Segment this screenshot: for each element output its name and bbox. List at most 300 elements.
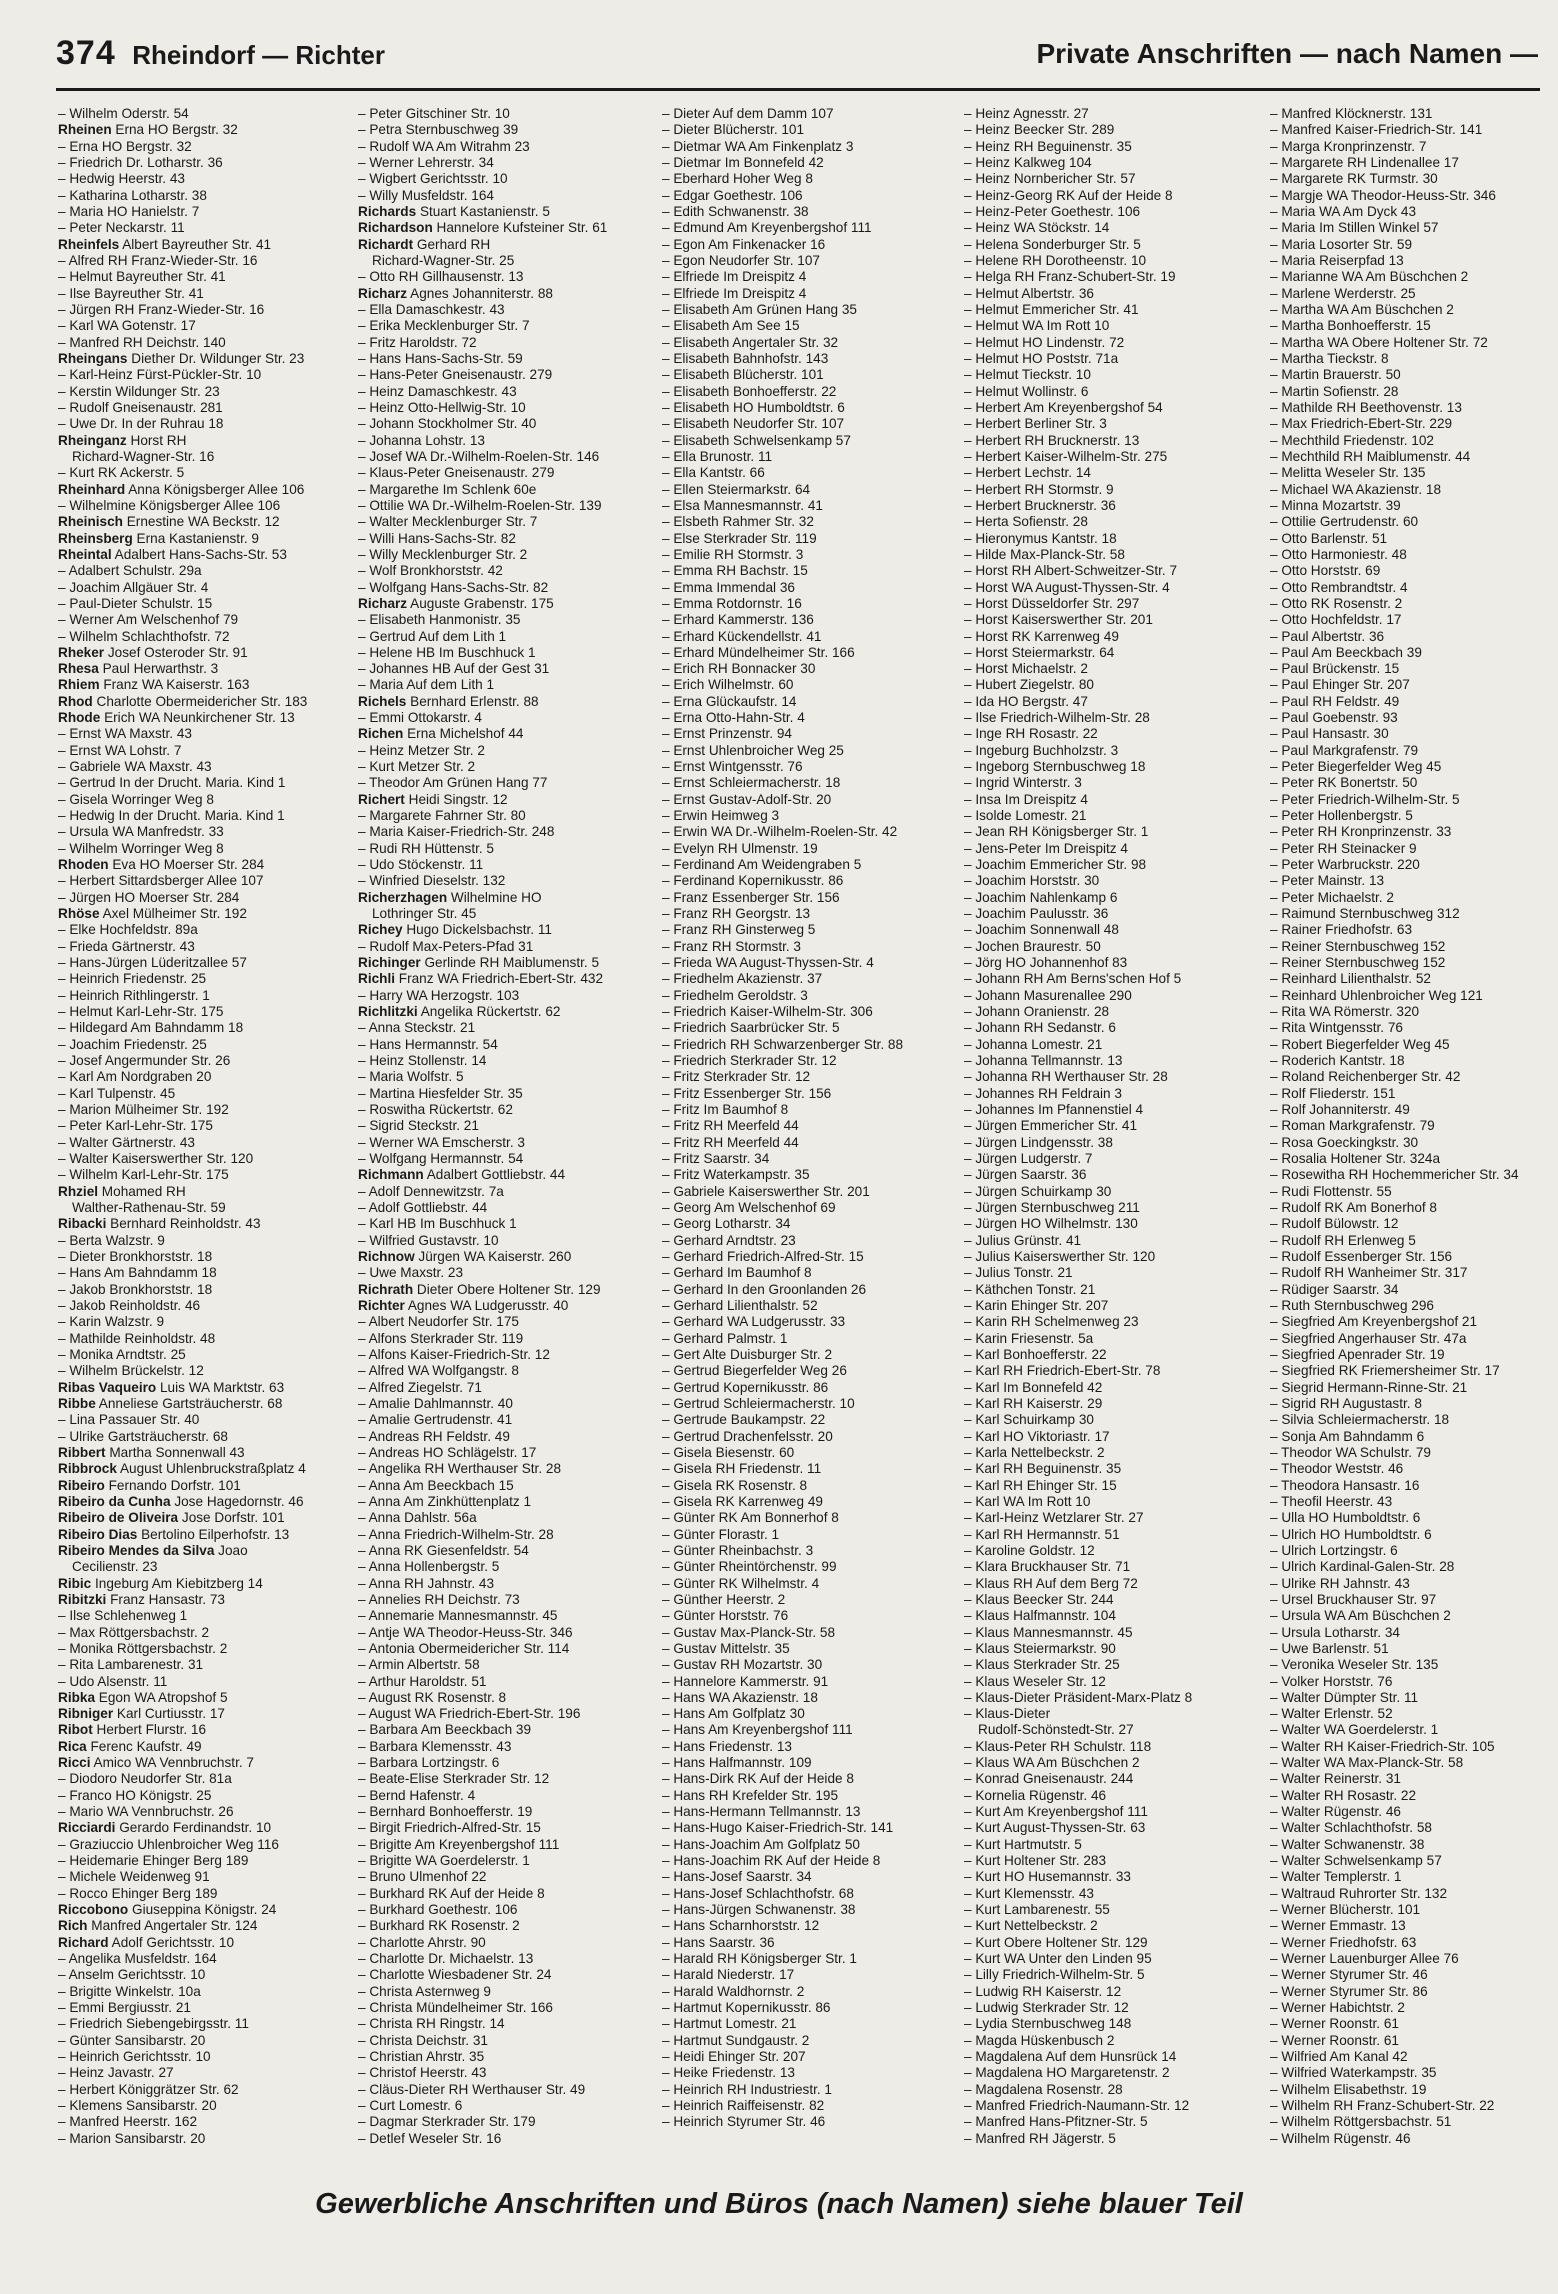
- directory-entry: – Elisabeth Blücherstr. 101: [662, 367, 824, 383]
- directory-entry: – Ulrich Kardinal-Galen-Str. 28: [1270, 1559, 1455, 1575]
- directory-entry: Richels Bernhard Erlenstr. 88: [358, 693, 539, 709]
- directory-entry: – Ingrid Winterstr. 3: [964, 775, 1082, 791]
- directory-entry: – Elsbeth Rahmer Str. 32: [662, 514, 814, 530]
- directory-entry: – Erich RH Bonnacker 30: [662, 661, 816, 677]
- directory-entry: Rheinen Erna HO Bergstr. 32: [58, 122, 238, 138]
- directory-entry: – Gertrud In der Drucht. Maria. Kind 1: [58, 775, 286, 791]
- directory-entry: – Hans Scharnhorststr. 12: [662, 1918, 820, 1934]
- surname: Ribbert: [58, 1444, 106, 1460]
- directory-entry: – Jürgen Sternbuschweg 211: [964, 1199, 1140, 1215]
- directory-entry: – Martha Bonhoefferstr. 15: [1270, 318, 1431, 334]
- directory-entry: Ribeiro Fernando Dorfstr. 101: [58, 1477, 241, 1493]
- directory-entry: – Johann RH Am Berns'schen Hof 5: [964, 971, 1182, 987]
- directory-entry: – Otto Hochfeldstr. 17: [1270, 612, 1402, 628]
- directory-entry: Richnow Jürgen WA Kaiserstr. 260: [358, 1248, 572, 1264]
- directory-entry: – Ludwig RH Kaiserstr. 12: [964, 1983, 1122, 1999]
- directory-entry: – Marga Kronprinzenstr. 7: [1270, 138, 1427, 154]
- surname: Rhziel: [58, 1183, 99, 1199]
- surname: Rheinfels: [58, 236, 120, 252]
- directory-entry: – Gisela Worringer Weg 8: [58, 791, 214, 807]
- directory-entry: – Heinz Otto-Hellwig-Str. 10: [358, 399, 526, 415]
- directory-entry: – Werner Styrumer Str. 86: [1270, 1983, 1428, 1999]
- directory-entry: – Rudolf Bülowstr. 12: [1270, 1216, 1399, 1232]
- directory-entry: – Dieter Blücherstr. 101: [662, 122, 805, 138]
- directory-entry: – Wilhelm Karl-Lehr-Str. 175: [58, 1167, 229, 1183]
- directory-entry: – Franz RH Ginsterweg 5: [662, 922, 816, 938]
- directory-entry: – Max Friedrich-Ebert-Str. 229: [1270, 416, 1453, 432]
- surname: Ribbe: [58, 1395, 96, 1411]
- directory-entry: – Monika Arndtstr. 25: [58, 1346, 186, 1362]
- directory-entry: – Heinrich Friedenstr. 25: [58, 971, 207, 987]
- directory-entry: – Roman Markgrafenstr. 79: [1270, 1118, 1435, 1134]
- directory-entry: – Kurt Am Kreyenbergshof 111: [964, 1804, 1148, 1820]
- directory-entry: Rheintal Adalbert Hans-Sachs-Str. 53: [58, 546, 287, 562]
- directory-entry: – Elisabeth Bahnhofstr. 143: [662, 350, 829, 366]
- column-1: [58, 106, 354, 2147]
- directory-entry: – Edgar Goethestr. 106: [662, 187, 803, 203]
- directory-entry: Richlitzki Angelika Rückertstr. 62: [358, 1004, 561, 1020]
- directory-entry: – Willy Musfeldstr. 164: [358, 187, 494, 203]
- directory-entry: – Jürgen Schuirkamp 30: [964, 1183, 1112, 1199]
- directory-entry: – Joachim Paulusstr. 36: [964, 906, 1109, 922]
- directory-entry: – Werner Friedhofstr. 63: [1270, 1934, 1417, 1950]
- directory-entry: – Klara Bruckhauser Str. 71: [964, 1559, 1131, 1575]
- directory-entry: – Hans-Jürgen Lüderitzallee 57: [58, 955, 247, 971]
- directory-entry: – Klaus Weseler Str. 12: [964, 1673, 1106, 1689]
- directory-entry: – Paul Hansastr. 30: [1270, 726, 1389, 742]
- directory-entry: – Ella Kantstr. 66: [662, 465, 765, 481]
- directory-entry: – Helga RH Franz-Schubert-Str. 19: [964, 269, 1176, 285]
- directory-entry: – Mario WA Vennbruchstr. 26: [58, 1804, 234, 1820]
- surname: Rhöse: [58, 906, 100, 922]
- directory-entry: – Barbara Am Beeckbach 39: [358, 1722, 532, 1738]
- directory-entry: – Georg Lotharstr. 34: [662, 1216, 791, 1232]
- directory-entry: – Rudolf RK Am Bonerhof 8: [1270, 1199, 1437, 1215]
- directory-entry: – Manfred Kaiser-Friedrich-Str. 141: [1270, 122, 1483, 138]
- directory-entry: – Fritz Im Baumhof 8: [662, 1102, 789, 1118]
- directory-entry: – Paul RH Feldstr. 49: [1270, 693, 1400, 709]
- directory-entry: – Uwe Barlenstr. 51: [1270, 1640, 1389, 1656]
- directory-entry: – Hans-Josef Saarstr. 34: [662, 1869, 812, 1885]
- directory-entry: – Peter Michaelstr. 2: [1270, 889, 1394, 905]
- directory-entry: – Karl Tulpenstr. 45: [58, 1085, 176, 1101]
- surname: Ribeiro Dias: [58, 1526, 138, 1542]
- surname: Richardt: [358, 236, 414, 252]
- directory-entry: – Günter Sansibarstr. 20: [58, 2032, 206, 2048]
- directory-entry: – Helmut WA Im Rott 10: [964, 318, 1110, 334]
- directory-entry: – Heinz-Peter Goethestr. 106: [964, 203, 1141, 219]
- directory-entry: – Rudolf RH Wanheimer Str. 317: [1270, 1265, 1468, 1281]
- directory-entry: Richen Erna Michelshof 44: [358, 726, 524, 742]
- directory-entry: – Theodor WA Schulstr. 79: [1270, 1444, 1431, 1460]
- directory-entry: – Elisabeth HO Humboldtstr. 6: [662, 399, 845, 415]
- page-number: 374: [56, 34, 116, 72]
- directory-entry: – Herbert Brucknerstr. 36: [964, 497, 1116, 513]
- directory-entry: – Helmut HO Poststr. 71a: [964, 350, 1119, 366]
- directory-entry: Ribot Herbert Flurstr. 16: [58, 1722, 207, 1738]
- directory-entry: – Peter Biegerfelder Weg 45: [1270, 759, 1442, 775]
- directory-entry: – Walter Schwanenstr. 38: [1270, 1836, 1425, 1852]
- directory-entry: – Horst WA August-Thyssen-Str. 4: [964, 579, 1170, 595]
- directory-entry: – Egon Am Finkenacker 16: [662, 236, 826, 252]
- directory-entry: – Karl HB Im Buschhuck 1: [358, 1216, 517, 1232]
- directory-entry: – Sonja Am Bahndamm 6: [1270, 1428, 1425, 1444]
- directory-entry: – Fritz RH Meerfeld 44: [662, 1134, 799, 1150]
- directory-entry: – Karin Ehinger Str. 207: [964, 1297, 1109, 1313]
- directory-entry: – Josef Angermunder Str. 26: [58, 1053, 231, 1069]
- directory-entry: – Hans-Hermann Tellmannstr. 13: [662, 1804, 861, 1820]
- surname: Richen: [358, 726, 404, 742]
- directory-entry: – Jochen Braurestr. 50: [964, 938, 1101, 954]
- directory-entry: – Minna Mozartstr. 39: [1270, 497, 1401, 513]
- directory-entry: Richerzhagen Wilhelmine HO: [358, 889, 542, 905]
- directory-entry: – Walter Templerstr. 1: [1270, 1869, 1402, 1885]
- directory-entry: – Horst RH Albert-Schweitzer-Str. 7: [964, 563, 1178, 579]
- directory-entry: – Inge RH Rosastr. 22: [964, 726, 1098, 742]
- directory-entry: – Johanna Lohstr. 13: [358, 432, 485, 448]
- directory-entry: – Erich Wilhelmstr. 60: [662, 677, 794, 693]
- directory-entry: – Siegfried Apenrader Str. 19: [1270, 1346, 1445, 1362]
- directory-entry: – Erwin WA Dr.-Wilhelm-Roelen-Str. 42: [662, 824, 898, 840]
- directory-entry: – Peter Gitschiner Str. 10: [358, 106, 510, 121]
- directory-entry: – Hartmut Kopernikusstr. 86: [662, 2000, 831, 2016]
- directory-entry: – Anna RK Giesenfeldstr. 54: [358, 1542, 529, 1558]
- directory-entry: – Klaus Steiermarkstr. 90: [964, 1640, 1116, 1656]
- directory-entry: Rheinsberg Erna Kastanienstr. 9: [58, 530, 259, 546]
- directory-entry: – Gertrud Schleiermacherstr. 10: [662, 1395, 855, 1411]
- directory-entry: – Gerhard Friedrich-Alfred-Str. 15: [662, 1248, 864, 1264]
- directory-entry: – Hans-Jürgen Schwanenstr. 38: [662, 1902, 856, 1918]
- directory-entry: – Roderich Kantstr. 18: [1270, 1053, 1405, 1069]
- directory-entry: – Ilse Friedrich-Wilhelm-Str. 28: [964, 710, 1150, 726]
- directory-entry: – Emmi Bergiusstr. 21: [58, 2000, 191, 2016]
- surname: Ribeiro de Oliveira: [58, 1510, 179, 1526]
- directory-entry: – Kurt Hartmutstr. 5: [964, 1836, 1082, 1852]
- directory-entry: – Karl Schuirkamp 30: [964, 1412, 1094, 1428]
- surname: Ricciardi: [58, 1820, 116, 1836]
- directory-entry: – Hans Am Kreyenbergshof 111: [662, 1722, 853, 1738]
- directory-entry: – Jürgen HO Moerser Str. 284: [58, 889, 240, 905]
- surname: Ribacki: [58, 1216, 107, 1232]
- directory-entry: – Harald Waldhornstr. 2: [662, 1983, 805, 1999]
- directory-entry: – Margarete RK Turmstr. 30: [1270, 171, 1438, 187]
- directory-entry: Rhziel Mohamed RH: [58, 1183, 186, 1199]
- directory-entry: – Harald Niederstr. 17: [662, 1967, 795, 1983]
- directory-entry: – Karl-Heinz Wetzlarer Str. 27: [964, 1510, 1144, 1526]
- directory-entry: – Margje WA Theodor-Heuss-Str. 346: [1270, 187, 1496, 203]
- directory-entry: – Mathilde RH Beethovenstr. 13: [1270, 399, 1462, 415]
- directory-entry: – Hans Friedenstr. 13: [662, 1738, 792, 1754]
- directory-entry: – Werner Emmastr. 13: [1270, 1918, 1406, 1934]
- directory-entry: – Anna Am Zinkhüttenplatz 1: [358, 1493, 532, 1509]
- directory-entry: – Hans-Joachim RK Auf der Heide 8: [662, 1853, 881, 1869]
- section-title: Private Anschriften — nach Namen —: [1036, 38, 1538, 69]
- directory-entry: – Harald RH Königsberger Str. 1: [662, 1951, 857, 1967]
- directory-entry: Richmann Adalbert Gottliebstr. 44: [358, 1167, 566, 1183]
- directory-entry: – Rudolf RH Erlenweg 5: [1270, 1232, 1416, 1248]
- footer-note: Gewerbliche Anschriften und Büros (nach Namen) siehe blauer Teil: [315, 2188, 1243, 2220]
- surname: Richards: [358, 203, 417, 219]
- directory-entry: – Veronika Weseler Str. 135: [1270, 1657, 1439, 1673]
- directory-entry: – Heinz-Georg RK Auf der Heide 8: [964, 187, 1173, 203]
- directory-entry: – Gustav Mittelstr. 35: [662, 1640, 790, 1656]
- directory-entry: – Franz Essenberger Str. 156: [662, 889, 840, 905]
- directory-entry: – Manfred Friedrich-Naumann-Str. 12: [964, 2098, 1190, 2114]
- directory-entry: – Wilfried Am Kanal 42: [1270, 2049, 1408, 2065]
- directory-entry: – Heinz WA Stöckstr. 14: [964, 220, 1110, 236]
- directory-entry: – Brigitte Winkelstr. 10a: [58, 1983, 201, 1999]
- directory-entry: – Ernst Gustav-Adolf-Str. 20: [662, 791, 832, 807]
- directory-entry: – Hedwig In der Drucht. Maria. Kind 1: [58, 808, 285, 824]
- directory-entry: – Hans Am Golfplatz 30: [662, 1706, 805, 1722]
- directory-entry: – Charlotte Dr. Michaelstr. 13: [358, 1951, 534, 1967]
- directory-entry: Rheingans Diether Dr. Wildunger Str. 23: [58, 350, 305, 366]
- directory-entry: – Joachim Allgäuer Str. 4: [58, 579, 209, 595]
- directory-entry: – Friedrich Saarbrücker Str. 5: [662, 1020, 840, 1036]
- directory-entry: – Siegrid Hermann-Rinne-Str. 21: [1270, 1379, 1468, 1395]
- directory-entry: – Ilse Bayreuther Str. 41: [58, 285, 204, 301]
- directory-entry: – Charlotte Ahrstr. 90: [358, 1934, 486, 1950]
- directory-entry: – Ilse Schlehenweg 1: [58, 1608, 188, 1624]
- directory-entry: – Horst Michaelstr. 2: [964, 661, 1088, 677]
- directory-entry: – Alfred RH Franz-Wieder-Str. 16: [58, 252, 258, 268]
- directory-entry: – Herbert Lechstr. 14: [964, 465, 1091, 481]
- directory-entry: – Joachim Emmericher Str. 98: [964, 857, 1147, 873]
- directory-entry: – Arthur Haroldstr. 51: [358, 1673, 487, 1689]
- surname: Ribbrock: [58, 1461, 117, 1477]
- directory-entry: – Elisabeth Bonhoefferstr. 22: [662, 383, 837, 399]
- directory-entry: – Siegfried RK Friemersheimer Str. 17: [1270, 1363, 1500, 1379]
- directory-entry: – Anna Dahlstr. 56a: [358, 1510, 477, 1526]
- surname: Richmann: [358, 1167, 424, 1183]
- directory-entry: – Otto Barlenstr. 51: [1270, 530, 1388, 546]
- directory-entry: – Fritz RH Meerfeld 44: [662, 1118, 799, 1134]
- directory-entry: – Heinz Nornbericher Str. 57: [964, 171, 1136, 187]
- directory-entry: Rhöse Axel Mülheimer Str. 192: [58, 906, 247, 922]
- directory-entry: – Manfred RH Jägerstr. 5: [964, 2130, 1116, 2146]
- directory-entry: – Siegfried Am Kreyenbergshof 21: [1270, 1314, 1478, 1330]
- directory-entry: Ribeiro de Oliveira Jose Dorfstr. 101: [58, 1510, 285, 1526]
- directory-entry: – Herbert Am Kreyenbergshof 54: [964, 399, 1163, 415]
- directory-entry: – Klaus-Peter RH Schulstr. 118: [964, 1738, 1152, 1754]
- directory-entry: – Karl RH Kaiserstr. 29: [964, 1395, 1103, 1411]
- directory-entry: – Werner Habichtstr. 2: [1270, 2000, 1405, 2016]
- directory-entry: – Ernst Prinzenstr. 94: [662, 726, 792, 742]
- directory-entry: – Elisabeth Neudorfer Str. 107: [662, 416, 845, 432]
- directory-entry: – Christa Mündelheimer Str. 166: [358, 2000, 553, 2016]
- directory-entry: Richter Agnes WA Ludgerusstr. 40: [358, 1297, 569, 1313]
- directory-entry: – Kerstin Wildunger Str. 23: [58, 383, 220, 399]
- directory-entry: – Helmut HO Lindenstr. 72: [964, 334, 1125, 350]
- directory-entry: – Martha WA Am Büschchen 2: [1270, 301, 1454, 317]
- directory-entry: – Gustav RH Mozartstr. 30: [662, 1657, 823, 1673]
- directory-entry: – Barbara Lortzingstr. 6: [358, 1755, 500, 1771]
- directory-entry: – Peter Karl-Lehr-Str. 175: [58, 1118, 213, 1134]
- directory-entry: Ribacki Bernhard Reinholdstr. 43: [58, 1216, 261, 1232]
- directory-entry: – Ingeburg Buchholzstr. 3: [964, 742, 1119, 758]
- directory-entry: – Berta Walzstr. 9: [58, 1232, 165, 1248]
- directory-entry: – Ursula WA Am Büschchen 2: [1270, 1608, 1451, 1624]
- directory-entry: – Friedhelm Geroldstr. 3: [662, 987, 808, 1003]
- directory-entry: – Alfred WA Wolfgangstr. 8: [358, 1363, 519, 1379]
- directory-entry: – Rosewitha RH Hochemmericher Str. 34: [1270, 1167, 1519, 1183]
- directory-entry: – Ulrich Lortzingstr. 6: [1270, 1542, 1398, 1558]
- directory-entry: – Harry WA Herzogstr. 103: [358, 987, 520, 1003]
- directory-entry: – Heidemarie Ehinger Berg 189: [58, 1853, 249, 1869]
- directory-entry: Ribic Ingeburg Am Kiebitzberg 14: [58, 1575, 263, 1591]
- directory-entry: – Mechthild Friedenstr. 102: [1270, 432, 1434, 448]
- directory-entry: – Magdalena Auf dem Hunsrück 14: [964, 2049, 1177, 2065]
- directory-entry: – Anna Steckstr. 21: [358, 1020, 476, 1036]
- directory-entry: – Anna Friedrich-Wilhelm-Str. 28: [358, 1526, 554, 1542]
- directory-entry: – Elisabeth Am Grünen Hang 35: [662, 301, 857, 317]
- directory-entry: – Johanna RH Werthauser Str. 28: [964, 1069, 1168, 1085]
- directory-entry: – Karl WA Gotenstr. 17: [58, 318, 196, 334]
- directory-entry: – Max Röttgersbachstr. 2: [58, 1624, 210, 1640]
- directory-entry: – Wilhelm Rügenstr. 46: [1270, 2130, 1411, 2146]
- directory-entry: – Gerhard Arndtstr. 23: [662, 1232, 796, 1248]
- directory-entry: – Kurt Klemensstr. 43: [964, 1885, 1094, 1901]
- directory-entry: – Adalbert Schulstr. 29a: [58, 563, 202, 579]
- directory-entry: – Anna Am Beeckbach 15: [358, 1477, 514, 1493]
- directory-entry: – Peter Warbruckstr. 220: [1270, 857, 1420, 873]
- directory-entry: Richrath Dieter Obere Holtener Str. 129: [358, 1281, 601, 1297]
- directory-entry: – Reinhard Uhlenbroicher Weg 121: [1270, 987, 1483, 1003]
- directory-entry: – Bernd Hafenstr. 4: [358, 1787, 476, 1803]
- surname: Ribitzki: [58, 1591, 107, 1607]
- surname: Ribic: [58, 1575, 92, 1591]
- directory-entry: – Mathilde Reinholdstr. 48: [58, 1330, 216, 1346]
- directory-entry: – Martina Hiesfelder Str. 35: [358, 1085, 523, 1101]
- directory-entry: – Rudolf WA Am Witrahm 23: [358, 138, 530, 154]
- surname: Rhod: [58, 693, 93, 709]
- directory-entry: – Walter Reinerstr. 31: [1270, 1771, 1401, 1787]
- directory-entry: – Walter RH Rosastr. 22: [1270, 1787, 1417, 1803]
- directory-entry: – Angelika RH Werthauser Str. 28: [358, 1461, 562, 1477]
- directory-entry: – Manfred Hans-Pfitzner-Str. 5: [964, 2114, 1148, 2130]
- surname: Rich: [58, 1918, 88, 1934]
- directory-entry: – Kurt HO Husemannstr. 33: [964, 1869, 1131, 1885]
- directory-entry: – Werner Styrumer Str. 46: [1270, 1967, 1428, 1983]
- surname: Richarz: [358, 595, 408, 611]
- directory-entry: Ricciardi Gerardo Ferdinandstr. 10: [58, 1820, 272, 1836]
- directory-entry: – Udo Stöckenstr. 11: [358, 857, 484, 873]
- directory-entry: – Heidi Ehinger Str. 207: [662, 2049, 806, 2065]
- directory-entry: – Gabriele Kaiserswerther Str. 201: [662, 1183, 870, 1199]
- directory-entry: – Otto Rembrandtstr. 4: [1270, 579, 1408, 595]
- directory-entry: – Helene RH Dorotheenstr. 10: [964, 252, 1147, 268]
- directory-entry: – Theodor Weststr. 46: [1270, 1461, 1404, 1477]
- directory-entry: – Horst RK Karrenweg 49: [964, 628, 1119, 644]
- directory-entry: – Martin Brauerstr. 50: [1270, 367, 1401, 383]
- directory-entry: – Theodora Hansastr. 16: [1270, 1477, 1420, 1493]
- directory-entry: – Edmund Am Kreyenbergshof 111: [662, 220, 872, 236]
- surname: Riccobono: [58, 1902, 129, 1918]
- directory-entry: – Roland Reichenberger Str. 42: [1270, 1069, 1461, 1085]
- column-3: [662, 106, 958, 2131]
- directory-entry: Richard-Wagner-Str. 16: [72, 448, 215, 464]
- directory-entry: – Hans RH Krefelder Str. 195: [662, 1787, 839, 1803]
- directory-entry: – Sigrid RH Augustastr. 8: [1270, 1395, 1422, 1411]
- directory-entry: Richard-Wagner-Str. 25: [372, 252, 515, 268]
- directory-columns: [58, 106, 1548, 2156]
- directory-entry: – Raimund Sternbuschweg 312: [1270, 906, 1460, 922]
- directory-entry: – Gertrud Kopernikusstr. 86: [662, 1379, 829, 1395]
- directory-entry: – Helmut Tieckstr. 10: [964, 367, 1091, 383]
- directory-entry: – Elfriede Im Dreispitz 4: [662, 269, 807, 285]
- directory-entry: – Friedrich Sterkrader Str. 12: [662, 1053, 837, 1069]
- directory-entry: – Hilde Max-Planck-Str. 58: [964, 546, 1125, 562]
- directory-entry: – Petra Sternbuschweg 39: [358, 122, 519, 138]
- directory-entry: – Fritz Sterkrader Str. 12: [662, 1069, 811, 1085]
- directory-entry: – Karl RH Hermannstr. 51: [964, 1526, 1120, 1542]
- directory-entry: – Walter Dümpter Str. 11: [1270, 1689, 1419, 1705]
- directory-entry: – Katharina Lotharstr. 38: [58, 187, 207, 203]
- directory-entry: – Gertrud Biegerfelder Weg 26: [662, 1363, 847, 1379]
- directory-entry: – Anselm Gerichtsstr. 10: [58, 1967, 206, 1983]
- directory-entry: – Maria Losorter Str. 59: [1270, 236, 1413, 252]
- directory-entry: Richert Heidi Singstr. 12: [358, 791, 508, 807]
- directory-entry: Richarz Auguste Grabenstr. 175: [358, 595, 554, 611]
- directory-entry: – Herbert Sittardsberger Allee 107: [58, 873, 264, 889]
- directory-entry: – Gertrud Auf dem Lith 1: [358, 628, 507, 644]
- directory-entry: – Ruth Sternbuschweg 296: [1270, 1297, 1434, 1313]
- directory-entry: Rudolf-Schönstedt-Str. 27: [978, 1722, 1134, 1738]
- page-range: Rheindorf — Richter: [132, 40, 385, 70]
- surname: Rheintal: [58, 546, 112, 562]
- directory-entry: – Marlene Werderstr. 25: [1270, 285, 1416, 301]
- directory-entry: – Gabriele WA Maxstr. 43: [58, 759, 212, 775]
- directory-entry: – Heinz Javastr. 27: [58, 2065, 174, 2081]
- directory-entry: – Ellen Steiermarkstr. 64: [662, 481, 811, 497]
- directory-entry: – Maria WA Am Dyck 43: [1270, 203, 1417, 219]
- directory-entry: – Werner WA Emscherstr. 3: [358, 1134, 525, 1150]
- directory-entry: – Erhard Mündelheimer Str. 166: [662, 644, 855, 660]
- directory-entry: – Fritz Waterkampstr. 35: [662, 1167, 810, 1183]
- directory-entry: – Annelies RH Deichstr. 73: [358, 1591, 520, 1607]
- directory-entry: – Maria Kaiser-Friedrich-Str. 248: [358, 824, 555, 840]
- directory-entry: – Emma RH Bachstr. 15: [662, 563, 808, 579]
- directory-entry: – Jörg HO Johannenhof 83: [964, 955, 1128, 971]
- directory-entry: – Robert Biegerfelder Weg 45: [1270, 1036, 1450, 1052]
- directory-entry: – Friedrich Kaiser-Wilhelm-Str. 306: [662, 1004, 873, 1020]
- directory-entry: – Manfred RH Deichstr. 140: [58, 334, 226, 350]
- directory-entry: – Dieter Auf dem Damm 107: [662, 106, 834, 121]
- directory-entry: – Wigbert Gerichtsstr. 10: [358, 171, 508, 187]
- directory-entry: – Erika Mecklenburger Str. 7: [358, 318, 530, 334]
- directory-entry: – Gustav Max-Planck-Str. 58: [662, 1624, 836, 1640]
- directory-entry: Richey Hugo Dickelsbachstr. 11: [358, 922, 552, 938]
- directory-entry: – Walter Schlachthofstr. 58: [1270, 1820, 1432, 1836]
- directory-entry: – Herta Sofienstr. 28: [964, 514, 1088, 530]
- directory-entry: – Karl Bonhoefferstr. 22: [964, 1346, 1107, 1362]
- directory-entry: – Hartmut Lomestr. 21: [662, 2016, 797, 2032]
- directory-entry: – Silvia Schleiermacherstr. 18: [1270, 1412, 1450, 1428]
- directory-entry: – Klaus RH Auf dem Berg 72: [964, 1575, 1138, 1591]
- directory-entry: – Karoline Goldstr. 12: [964, 1542, 1095, 1558]
- directory-entry: – Beate-Elise Sterkrader Str. 12: [358, 1771, 550, 1787]
- directory-entry: – Walter Schwelsenkamp 57: [1270, 1853, 1442, 1869]
- surname: Richey: [358, 922, 403, 938]
- directory-entry: – Ernst Uhlenbroicher Weg 25: [662, 742, 844, 758]
- directory-entry: – Peter Friedrich-Wilhelm-Str. 5: [1270, 791, 1460, 807]
- directory-entry: – Johannes HB Auf der Gest 31: [358, 661, 550, 677]
- directory-entry: – Ernst WA Maxstr. 43: [58, 726, 192, 742]
- directory-entry: – Hubert Ziegelstr. 80: [964, 677, 1094, 693]
- directory-entry: – Ulrich HO Humboldtstr. 6: [1270, 1526, 1432, 1542]
- directory-entry: – Heinrich RH Industriestr. 1: [662, 2081, 832, 2097]
- directory-entry: – Johann Oranienstr. 28: [964, 1004, 1110, 1020]
